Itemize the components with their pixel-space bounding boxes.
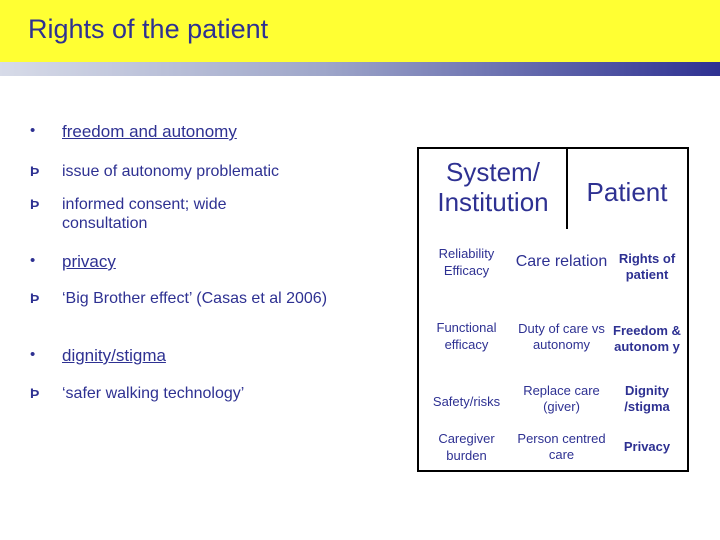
bullet-dot-icon: • — [30, 122, 36, 139]
bullet-privacy-text[interactable]: privacy — [62, 252, 116, 271]
arrow-symbol-icon: Þ — [30, 196, 40, 212]
bullet-dignity-text[interactable]: dignity/stigma — [62, 346, 166, 365]
slide-title: Rights of the patient — [28, 14, 269, 44]
cell-system-3: Safety/risks — [432, 393, 501, 409]
bullet-dot-icon: • — [30, 346, 36, 363]
cell-system-2: Functional efficacy — [436, 320, 497, 352]
arrow-symbol-icon: Þ — [30, 163, 40, 179]
cell-system-4: Caregiver burden — [438, 431, 495, 463]
cell-system-1: Reliability Efficacy — [438, 246, 495, 278]
cell-patient-4: Privacy — [623, 439, 671, 454]
sub-safer-text: ‘safer walking technology’ — [62, 385, 245, 402]
cell-relation-2: Duty of care vs autonomy — [518, 321, 605, 352]
arrow-symbol-icon: Þ — [30, 290, 40, 306]
header-divider — [566, 149, 568, 229]
cell-relation-4: Person centred care — [517, 431, 606, 462]
bullet-freedom-text[interactable]: freedom and autonomy — [62, 122, 237, 141]
rights-table — [417, 147, 689, 472]
cell-patient-2: Freedom & autonom y — [613, 323, 681, 354]
bullet-dot-icon: • — [30, 252, 36, 269]
cell-relation-1: Care relation — [515, 253, 608, 270]
cell-patient-1: Rights of patient — [618, 251, 676, 282]
title-bar — [0, 0, 720, 62]
arrow-symbol-icon: Þ — [30, 385, 40, 401]
sub-big-brother-text: ‘Big Brother effect’ (Casas et al 2006) — [62, 290, 328, 307]
sub-issue-text: issue of autonomy problematic — [62, 163, 279, 180]
sub-informed-text: informed consent; wide consultation — [62, 196, 227, 232]
header-system: System/ Institution — [437, 157, 549, 217]
header-patient: Patient — [586, 177, 668, 207]
cell-relation-3: Replace care (giver) — [523, 383, 600, 414]
decorative-stripe — [0, 62, 720, 76]
cell-patient-3: Dignity /stigma — [624, 383, 670, 414]
